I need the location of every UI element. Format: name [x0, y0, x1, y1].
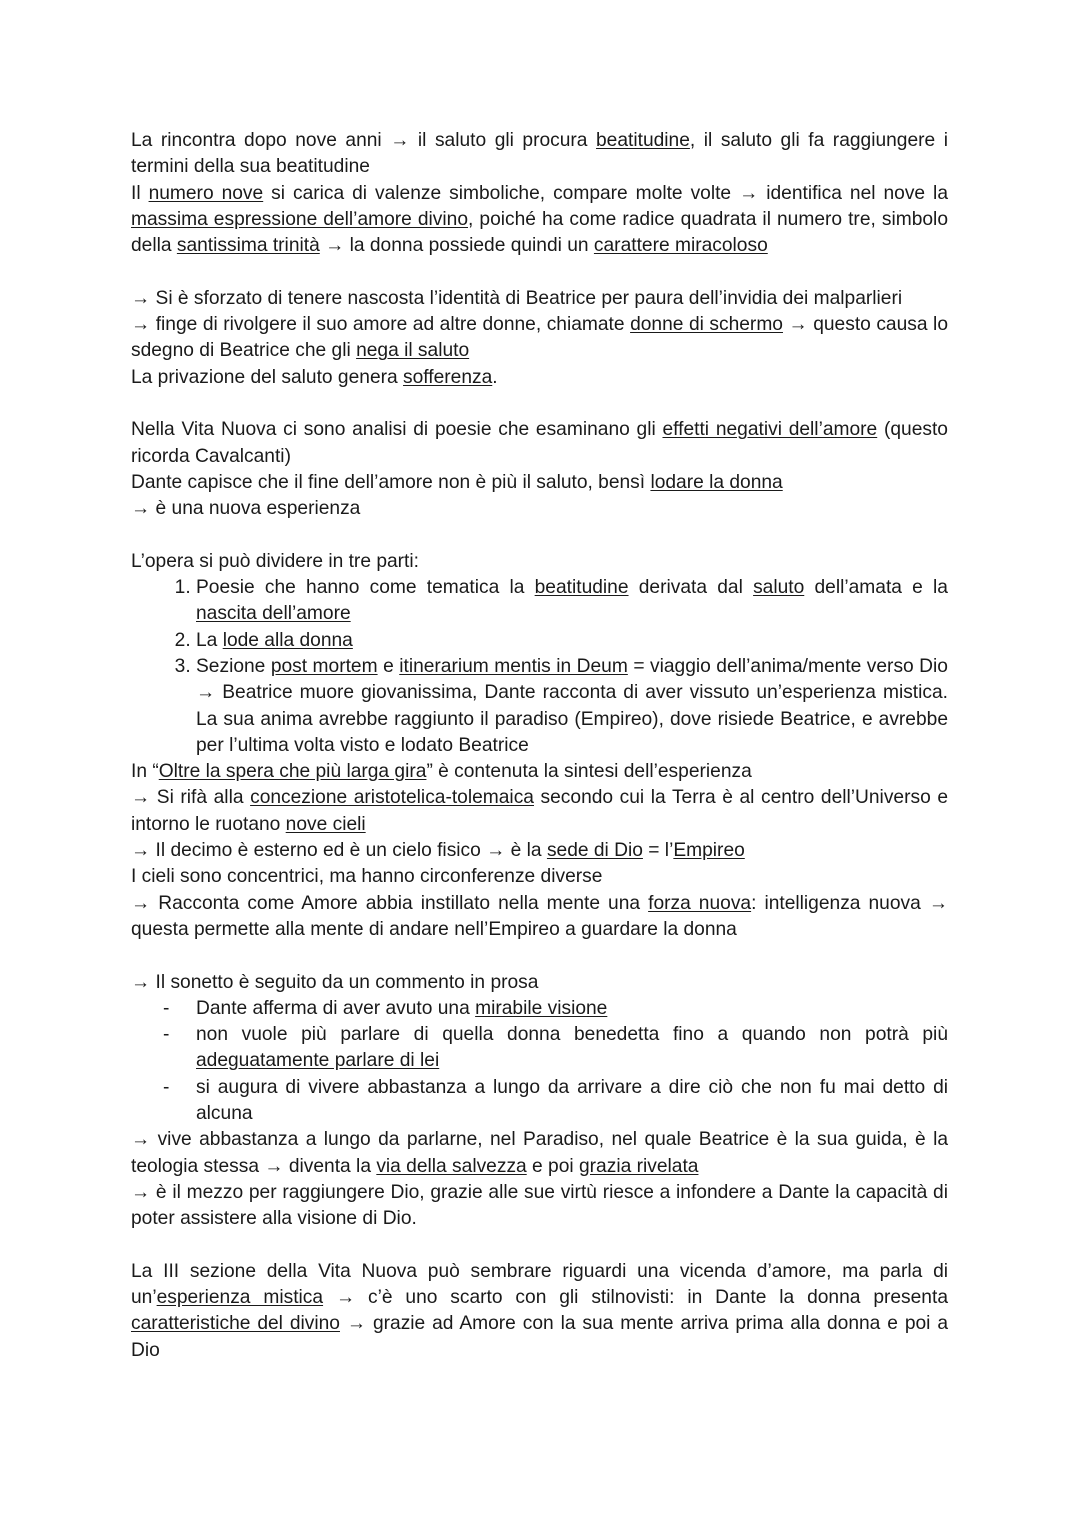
text-line: → Si è sforzato di tenere nascosta l’identità di Beatrice per paura dell’invidia dei malparlieri [131, 287, 903, 309]
underlined-term: massima espressione dell’amore divino [131, 208, 469, 230]
list-item: - non vuole più parlare di quella donna benedetta fino a quando non potrà più adeguatamente parlare di lei [163, 1024, 948, 1072]
document-page [131, 128, 948, 1364]
underlined-term: caratteristiche del divino [131, 1313, 340, 1335]
text-line: La privazione del saluto genera sofferenza. [131, 366, 498, 388]
underlined-term: donne di schermo [630, 314, 783, 336]
text-line: → Il decimo è esterno ed è un cielo fisico → è la sede di Dio = l’Empireo [131, 840, 745, 862]
text-line: → vive abbastanza a lungo da parlarne, nel Paradiso, nel quale Beatrice è la sua guida, è la teologia stessa → diventa la via della salvezza e poi grazia rivelata [131, 1129, 948, 1177]
underlined-term: post mortem [270, 655, 378, 677]
underlined-term: adeguatamente parlare di lei [196, 1050, 440, 1072]
underlined-term: nega il saluto [356, 340, 470, 362]
text-line: La III sezione della Vita Nuova può sembrare riguardi una vicenda d’amore, ma parla di un’esperienza mistica → c’è uno scarto con gli stilnovisti: in Dante la donna presenta caratteristiche del divino → grazie ad Amore con la sua mente arriva prima alla donna e poi a Dio [131, 1260, 949, 1361]
text-line: Nella Vita Nuova ci sono analisi di poesie che esaminano gli effetti negativi dell’amore (questo ricorda Cavalcanti) [131, 419, 948, 467]
list-item: 2. La lode alla donna [196, 628, 948, 654]
text-line: L’opera si può dividere in tre parti: [131, 550, 419, 572]
underlined-term: sofferenza [403, 366, 493, 388]
dash-bullet: - [163, 1076, 170, 1098]
underlined-term: forza nuova [648, 892, 752, 914]
list-item: - si augura di vivere abbastanza a lungo da arrivare a dire ciò che non fu mai detto di alcuna [163, 1076, 948, 1124]
text-line: → Racconta come Amore abbia instillato nella mente una forza nuova: intelligenza nuova → questa permette alla mente di andare nell’Empireo a guardare la donna [131, 892, 949, 940]
underlined-term: lodare la donna [650, 471, 783, 493]
paragraph-spacer [131, 259, 948, 285]
list-item: - Dante afferma di aver avuto una mirabile visione [131, 996, 948, 1022]
underlined-term: mirabile visione [475, 997, 608, 1019]
dash-list [131, 996, 948, 1127]
underlined-term: santissima trinità [176, 235, 320, 257]
underlined-term: saluto [753, 577, 805, 599]
dash-bullet: - [163, 997, 170, 1019]
underlined-term: itinerarium mentis in Deum [399, 655, 628, 677]
underlined-term: effetti negativi dell’amore [662, 419, 878, 441]
list-item: 3. Sezione post mortem e itinerarium mentis in Deum = viaggio dell’anima/mente verso Dio → Beatrice muore giovanissima, Dante racconta di aver vissuto un’esperienza mistica. La sua anima avrebbe raggiunto il paradiso (Empireo), dove risiede Beatrice, e avrebbe per l’ultima volta visto e lodato Beatrice [196, 654, 948, 759]
underlined-term: lode alla donna [222, 629, 353, 651]
text-line: → Il sonetto è seguito da un commento in prosa [131, 971, 539, 993]
text-line: → è il mezzo per raggiungere Dio, grazie alle sue virtù riesce a infondere a Dante la capacità di poter assistere alla visione di Dio. [131, 1181, 948, 1230]
paragraph-spacer [131, 1232, 948, 1258]
underlined-term: via della salvezza [376, 1155, 527, 1177]
underlined-term: nove cieli [285, 813, 366, 835]
text-line: → è una nuova esperienza [131, 498, 361, 520]
underlined-term: Empireo [673, 840, 745, 862]
paragraph-spacer [131, 943, 948, 969]
text-line: Dante capisce che il fine dell’amore non è più il saluto, bensì lodare la donna [131, 471, 783, 493]
text-line: → Si rifà alla concezione aristotelica-tolemaica secondo cui la Terra è al centro dell’Universo e intorno le ruotano nove cieli [131, 787, 948, 835]
underlined-term: numero nove [148, 182, 264, 204]
text-line: Il numero nove si carica di valenze simboliche, compare molte volte → identifica nel nove la massima espressione dell’amore divino, poiché ha come radice quadrata il numero tre, simbolo della santissima trinità → la donna possiede quindi un carattere miracoloso [131, 182, 948, 257]
dash-bullet: - [163, 1024, 170, 1046]
text-line: In “Oltre la spera che più larga gira” è contenuta la sintesi dell’esperienza [131, 761, 752, 783]
underlined-term: grazia rivelata [579, 1155, 699, 1177]
underlined-term: carattere miracoloso [593, 235, 768, 257]
paragraph-spacer [131, 522, 948, 548]
numbered-list [131, 575, 948, 759]
underlined-term: beatitudine [596, 130, 690, 151]
list-item: 1. Poesie che hanno come tematica la beatitudine derivata dal saluto dell’amata e la nascita dell’amore [196, 575, 948, 628]
underlined-term: nascita dell’amore [196, 603, 351, 625]
underlined-term: sede di Dio [546, 840, 643, 862]
text-line: La rincontra dopo nove anni → il saluto gli procura beatitudine, il saluto gli fa raggiungere i termini della sua beatitudine [131, 130, 949, 178]
text-line: → finge di rivolgere il suo amore ad altre donne, chiamate donne di schermo → questo causa lo sdegno di Beatrice che gli nega il saluto [131, 314, 948, 362]
underlined-term: concezione aristotelica-tolemaica [250, 787, 534, 809]
paragraph-spacer [131, 391, 948, 417]
underlined-term: esperienza mistica [156, 1287, 324, 1309]
underlined-term: Oltre la spera che più larga gira [158, 761, 427, 783]
text-line: I cieli sono concentrici, ma hanno circonferenze diverse [131, 866, 603, 888]
underlined-term: beatitudine [534, 577, 629, 599]
